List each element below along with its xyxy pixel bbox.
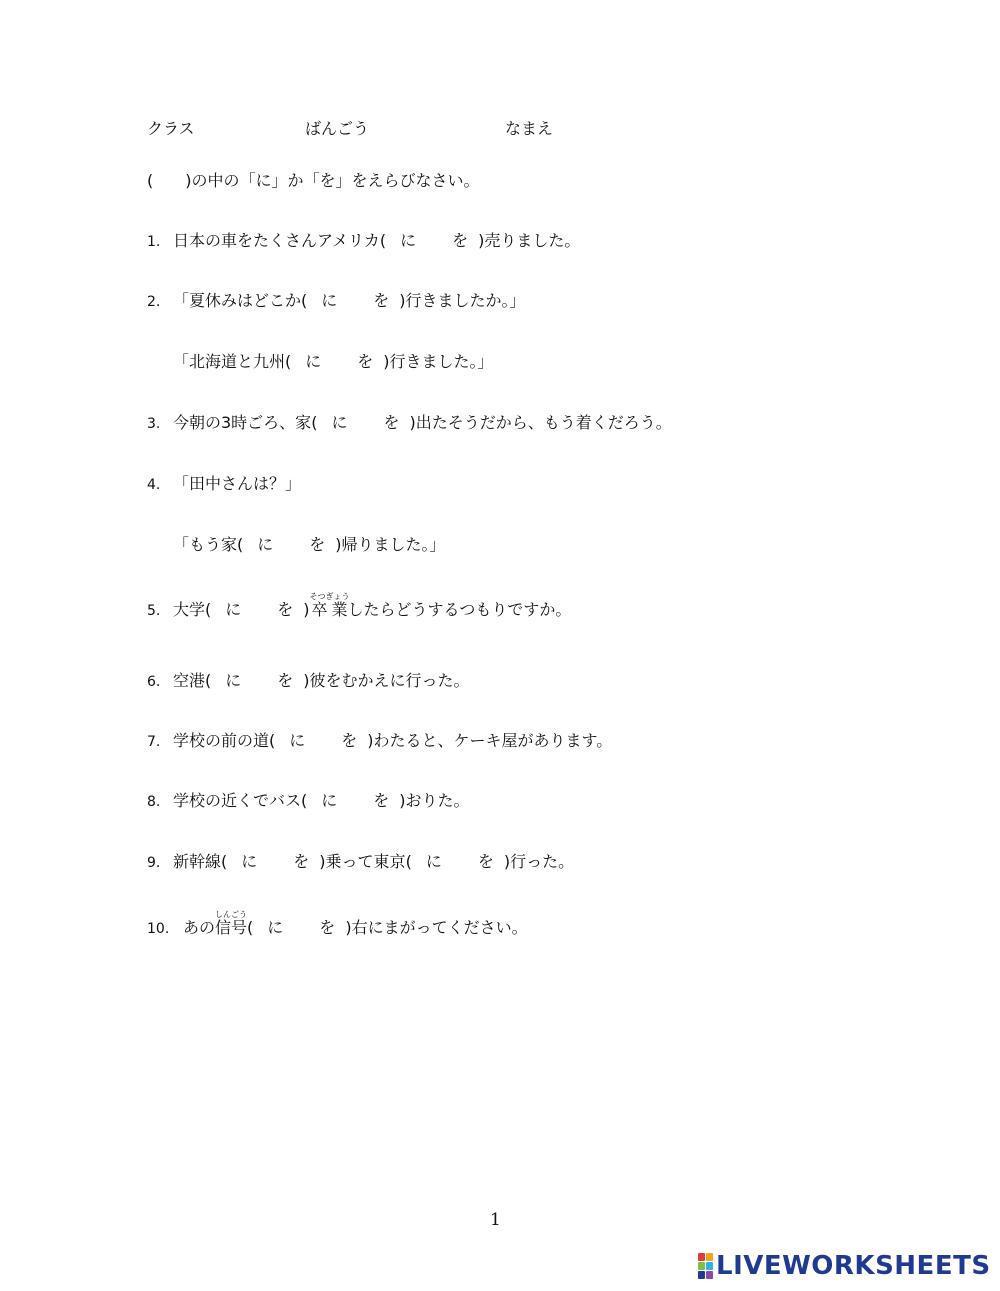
choice-ni[interactable]: に: [400, 231, 417, 250]
choice-group[interactable]: ( に を ): [247, 918, 352, 937]
choice-ni[interactable]: に: [267, 918, 284, 937]
choice-ni[interactable]: に: [225, 671, 242, 690]
question-3: [147, 412, 672, 435]
question-text-before: 「夏休みはどこか: [173, 291, 302, 310]
question-4: [147, 473, 301, 496]
choice-ni[interactable]: に: [305, 352, 322, 371]
question-text-after: 帰りました。」: [341, 535, 446, 554]
question-text-after: 行きました。」: [389, 352, 494, 371]
choice-wo[interactable]: を: [341, 731, 358, 750]
question-number: 7.: [147, 734, 161, 750]
question-text-before: 今朝の3時ごろ、家: [173, 413, 312, 432]
choice-ni[interactable]: に: [425, 852, 442, 871]
choice-wo[interactable]: を: [373, 291, 390, 310]
choice-wo[interactable]: を: [477, 852, 494, 871]
question-2: [147, 290, 526, 313]
question-number: 5.: [147, 603, 161, 619]
question-text-before: 大学: [173, 600, 206, 619]
choice-group-2[interactable]: ( に を ): [405, 852, 511, 871]
question-2-reply: [173, 351, 494, 373]
choice-group-1[interactable]: ( に を ): [221, 852, 326, 871]
question-4-reply: [173, 534, 446, 556]
choice-group[interactable]: ( に を ): [205, 600, 310, 619]
question-text-before: 「北海道と九州: [173, 352, 286, 371]
choice-group[interactable]: ( に を ): [301, 291, 406, 310]
choice-wo[interactable]: を: [452, 231, 469, 250]
name-label: なまえ: [505, 119, 554, 138]
choice-wo[interactable]: を: [277, 671, 294, 690]
question-text-after: 売りました。: [484, 231, 581, 250]
question-text-before: 日本の車をたくさんアメリカ: [173, 231, 380, 250]
question-text-before: 新幹線: [173, 852, 222, 871]
choice-wo[interactable]: を: [373, 791, 390, 810]
question-number: 9.: [147, 855, 161, 871]
choice-wo[interactable]: を: [383, 413, 400, 432]
choice-ni[interactable]: に: [321, 791, 338, 810]
question-1: [147, 230, 580, 253]
question-number: 2.: [147, 294, 161, 310]
question-7: [147, 730, 612, 753]
choice-ni[interactable]: に: [241, 852, 258, 871]
question-text-before: 学校の前の道: [173, 731, 270, 750]
question-9: [147, 851, 574, 874]
question-text: 「田中さんは？」: [173, 474, 302, 493]
choice-group[interactable]: ( に を ): [285, 352, 390, 371]
question-10: [147, 910, 528, 944]
logo-block: [706, 1262, 713, 1270]
question-text-after: したらどうするつもりですか。: [347, 600, 572, 619]
logo-block: [706, 1253, 713, 1261]
question-text-after: 出たそうだから、もう着くだろう。: [415, 413, 672, 432]
choice-group[interactable]: ( に を ): [269, 731, 374, 750]
choice-ni[interactable]: に: [331, 413, 348, 432]
choice-ni[interactable]: に: [257, 535, 274, 554]
furigana-sotsugyou: 卒業そつぎょう: [309, 592, 350, 619]
page-number: 1: [490, 1210, 501, 1230]
logo-block: [698, 1253, 705, 1261]
question-text-before: あの: [183, 918, 216, 937]
choice-ni[interactable]: に: [225, 600, 242, 619]
choice-wo[interactable]: を: [309, 535, 326, 554]
choice-wo[interactable]: を: [293, 852, 310, 871]
question-text-before: 「もう家: [173, 535, 238, 554]
logo-block: [698, 1262, 705, 1270]
logo-block: [706, 1271, 713, 1279]
question-5: [147, 592, 571, 626]
question-text-after: 行った。: [510, 852, 575, 871]
question-number: 3.: [147, 416, 161, 432]
number-label: ばんごう: [305, 119, 370, 138]
furigana-shingou: 信号しんごう: [215, 910, 248, 937]
question-text-after: 右にまがってください。: [351, 918, 528, 937]
choice-group[interactable]: ( に を ): [237, 535, 342, 554]
question-text-before: 学校の近くでバス: [173, 791, 302, 810]
question-text-before: 空港: [173, 671, 206, 690]
choice-wo[interactable]: を: [357, 352, 374, 371]
question-8: [147, 790, 470, 813]
choice-wo[interactable]: を: [319, 918, 336, 937]
liveworksheets-logo[interactable]: [698, 1251, 991, 1281]
choice-group[interactable]: ( に を ): [205, 671, 310, 690]
question-number: 4.: [147, 477, 161, 493]
class-label: クラス: [147, 119, 195, 138]
logo-block: [698, 1271, 705, 1279]
choice-group[interactable]: ( に を ): [311, 413, 416, 432]
question-text-after: おりた。: [405, 791, 470, 810]
question-text-after: 彼をむかえに行った。: [309, 671, 470, 690]
choice-wo[interactable]: を: [277, 600, 294, 619]
instruction: ( )の中の「に」か「を」をえらびなさい。: [147, 171, 480, 190]
question-number: 10.: [147, 921, 170, 937]
choice-ni[interactable]: に: [289, 731, 306, 750]
choice-group[interactable]: ( に を ): [379, 231, 485, 250]
question-number: 6.: [147, 674, 161, 690]
question-number: 8.: [147, 794, 161, 810]
question-text-after: 行きましたか。」: [405, 291, 526, 310]
logo-text: LIVEWORKSHEETS: [716, 1251, 991, 1281]
choice-ni[interactable]: に: [321, 291, 338, 310]
question-number: 1.: [147, 234, 161, 250]
question-text-middle: 乗って東京: [325, 852, 406, 871]
choice-group[interactable]: ( に を ): [301, 791, 406, 810]
question-text-after: わたると、ケーキ屋があります。: [373, 731, 613, 750]
logo-mark-icon: [698, 1253, 713, 1279]
question-6: [147, 670, 470, 693]
